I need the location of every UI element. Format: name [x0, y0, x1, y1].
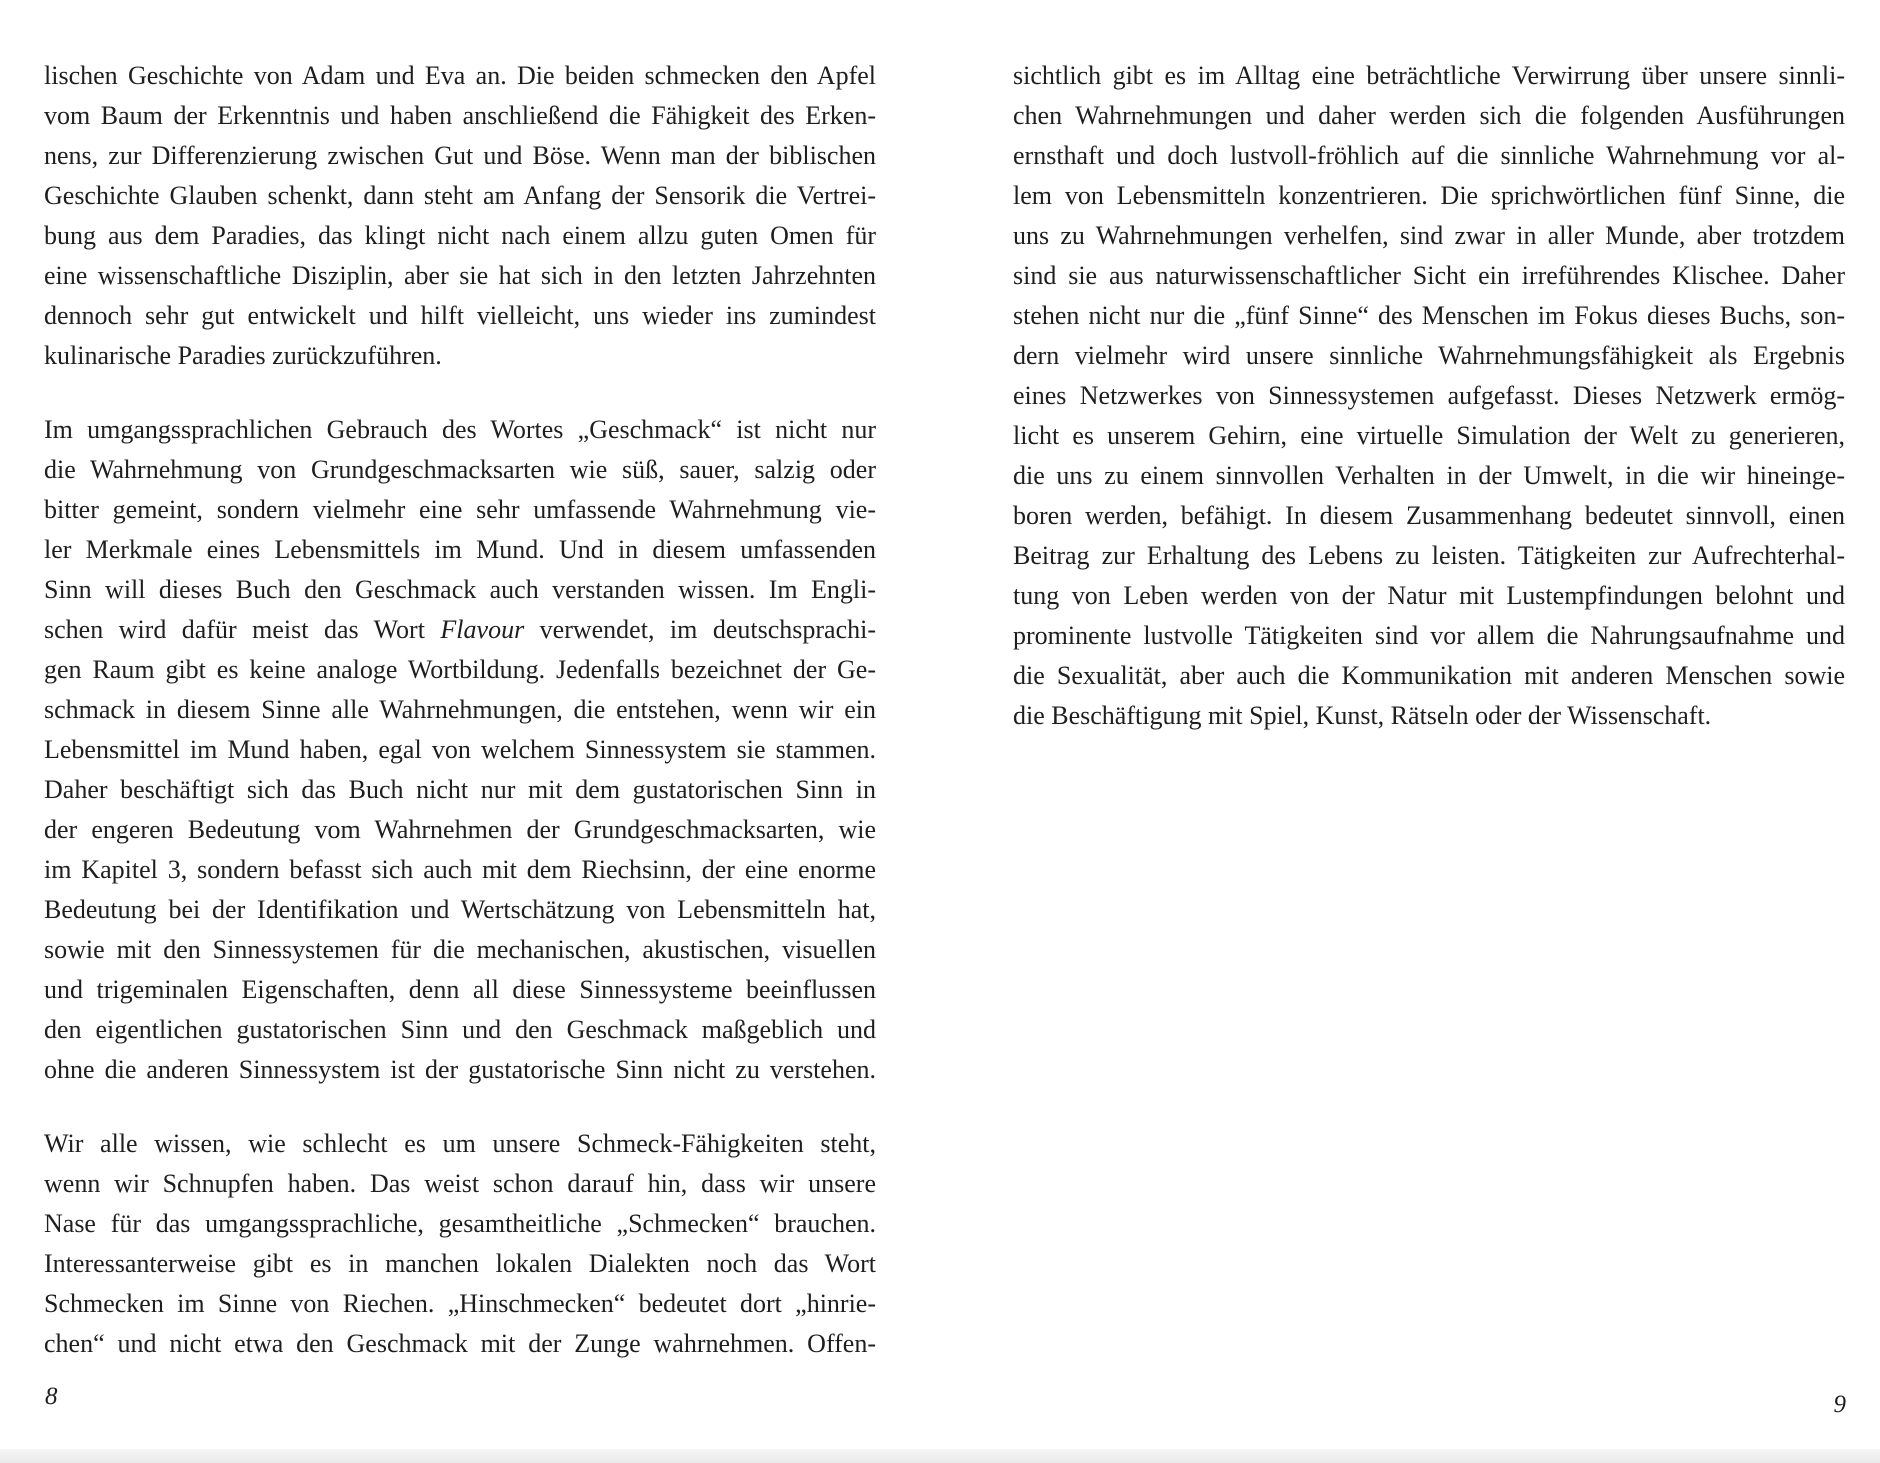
text-line: tung von Leben werden von der Natur mit Lustempfindungen belohnt und	[1013, 581, 1845, 610]
text-line: ernsthaft und doch lustvoll-fröhlich auf die sinnliche Wahrnehmung vor al-	[1013, 141, 1845, 170]
page-left-textblock	[44, 56, 876, 1364]
text-line: lischen Geschichte von Adam und Eva an. Die beiden schmecken den Apfel	[44, 61, 876, 90]
text-line: boren werden, befähigt. In diesem Zusammenhang bedeutet sinnvoll, einen	[1013, 501, 1845, 530]
text-line: ohne die anderen Sinnessystem ist der gustatorische Sinn nicht zu verstehen.	[44, 1055, 876, 1084]
text-line: Nase für das umgangssprachliche, gesamtheitliche „Schmecken“ brauchen.	[44, 1209, 876, 1238]
text-line: die Wahrnehmung von Grundgeschmacksarten wie süß, sauer, salzig oder	[44, 455, 876, 484]
text-line: die Beschäftigung mit Spiel, Kunst, Rätseln oder der Wissenschaft.	[1013, 701, 1712, 730]
text-line: bitter gemeint, sondern vielmehr eine sehr umfassende Wahrnehmung vie-	[44, 495, 876, 524]
text-line: ler Merkmale eines Lebensmittels im Mund. Und in diesem umfassenden	[44, 535, 876, 564]
page-right-textblock	[1013, 56, 1845, 736]
paragraph	[44, 1124, 876, 1364]
text-line: kulinarische Paradies zurückzuführen.	[44, 341, 442, 370]
text-line: schen wird dafür meist das Wort Flavour verwendet, im deutschsprachi-	[44, 615, 876, 644]
text-line: uns zu Wahrnehmungen verhelfen, sind zwar in aller Munde, aber trotzdem	[1013, 221, 1845, 250]
text-line: sind sie aus naturwissenschaftlicher Sicht ein irreführendes Klischee. Daher	[1013, 261, 1845, 290]
text-line: lem von Lebensmitteln konzentrieren. Die sprichwörtlichen fünf Sinne, die	[1013, 181, 1845, 210]
text-line: Schmecken im Sinne von Riechen. „Hinschmecken“ bedeutet dort „hinrie-	[44, 1289, 876, 1318]
page-number-left: 8	[45, 1383, 58, 1410]
page-bottom-edge	[0, 1449, 1880, 1463]
text-line: der engeren Bedeutung vom Wahrnehmen der Grundgeschmacksarten, wie	[44, 815, 876, 844]
text-line: chen“ und nicht etwa den Geschmack mit der Zunge wahrnehmen. Offen-	[44, 1329, 876, 1358]
text-line: gen Raum gibt es keine analoge Wortbildung. Jedenfalls bezeichnet der Ge-	[44, 655, 876, 684]
text-line: vom Baum der Erkenntnis und haben anschließend die Fähigkeit des Erken-	[44, 101, 876, 130]
text-line: prominente lustvolle Tätigkeiten sind vor allem die Nahrungsaufnahme und	[1013, 621, 1845, 650]
text-line: wenn wir Schnupfen haben. Das weist schon darauf hin, dass wir unsere	[44, 1169, 876, 1198]
text-line: Lebensmittel im Mund haben, egal von welchem Sinnessystem sie stammen.	[44, 735, 876, 764]
paragraph	[44, 410, 876, 1090]
text-line: Im umgangssprachlichen Gebrauch des Wortes „Geschmack“ ist nicht nur	[44, 415, 876, 444]
text-line: sowie mit den Sinnessystemen für die mechanischen, akustischen, visuellen	[44, 935, 876, 964]
text-line: Wir alle wissen, wie schlecht es um unsere Schmeck-Fähigkeiten steht,	[44, 1129, 876, 1158]
paragraph	[44, 56, 876, 376]
text-line: Geschichte Glauben schenkt, dann steht am Anfang der Sensorik die Vertrei-	[44, 181, 876, 210]
text-line: bung aus dem Paradies, das klingt nicht nach einem allzu guten Omen für	[44, 221, 876, 250]
text-line: Daher beschäftigt sich das Buch nicht nur mit dem gustatorischen Sinn in	[44, 775, 876, 804]
text-line: eine wissenschaftliche Disziplin, aber sie hat sich in den letzten Jahrzehnten	[44, 261, 876, 290]
text-line: Beitrag zur Erhaltung des Lebens zu leisten. Tätigkeiten zur Aufrechterhal-	[1013, 541, 1845, 570]
text-line: die uns zu einem sinnvollen Verhalten in der Umwelt, in die wir hineinge-	[1013, 461, 1845, 490]
text-line: im Kapitel 3, sondern befasst sich auch mit dem Riechsinn, der eine enorme	[44, 855, 876, 884]
text-line: die Sexualität, aber auch die Kommunikation mit anderen Menschen sowie	[1013, 661, 1845, 690]
text-line: dern vielmehr wird unsere sinnliche Wahrnehmungsfähigkeit als Ergebnis	[1013, 341, 1845, 370]
text-line: licht es unserem Gehirn, eine virtuelle Simulation der Welt zu generieren,	[1013, 421, 1845, 450]
text-line: nens, zur Differenzierung zwischen Gut und Böse. Wenn man der biblischen	[44, 141, 876, 170]
text-line: und trigeminalen Eigenschaften, denn all diese Sinnessysteme beeinflussen	[44, 975, 876, 1004]
text-line: sichtlich gibt es im Alltag eine beträchtliche Verwirrung über unsere sinnli-	[1013, 61, 1845, 90]
text-line: schmack in diesem Sinne alle Wahrnehmungen, die entstehen, wenn wir ein	[44, 695, 876, 724]
text-line: den eigentlichen gustatorischen Sinn und den Geschmack maßgeblich und	[44, 1015, 876, 1044]
text-line: Interessanterweise gibt es in manchen lokalen Dialekten noch das Wort	[44, 1249, 876, 1278]
text-line: stehen nicht nur die „fünf Sinne“ des Menschen im Fokus dieses Buchs, son-	[1013, 301, 1845, 330]
text-line: Bedeutung bei der Identifikation und Wertschätzung von Lebensmitteln hat,	[44, 895, 876, 924]
text-line: chen Wahrnehmungen und daher werden sich die folgenden Ausführungen	[1013, 101, 1845, 130]
paragraph	[1013, 56, 1845, 736]
text-line: eines Netzwerkes von Sinnessystemen aufgefasst. Dieses Netzwerk ermög-	[1013, 381, 1845, 410]
text-line: dennoch sehr gut entwickelt und hilft vielleicht, uns wieder ins zumindest	[44, 301, 876, 330]
text-line: Sinn will dieses Buch den Geschmack auch verstanden wissen. Im Engli-	[44, 575, 876, 604]
page-number-right: 9	[1833, 1391, 1846, 1418]
